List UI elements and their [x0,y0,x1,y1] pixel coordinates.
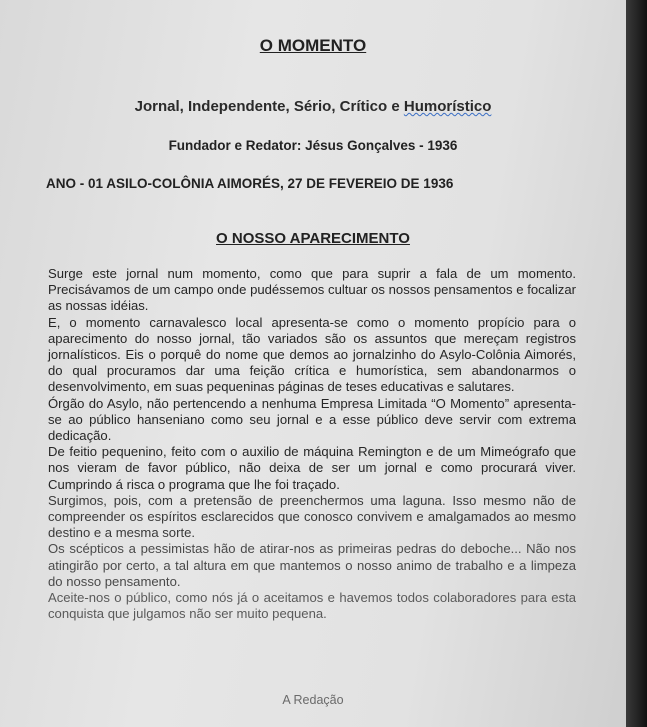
article-paragraph: Órgão do Asylo, não pertencendo a nenhuma Empresa Limitada “O Momento” apresenta-se ao público hanseniano como seu jornal e a esse público deve servir com extrema dedicação. [48,395,576,444]
subtitle-underlined-word: Humorístico [403,98,492,115]
article-heading: O NOSSO APARECIMENTO [216,230,410,247]
article-paragraph: E, o momento carnavalesco local apresenta-se como o momento propício para o aparecimento do nosso jornal, tão variados são os assuntos que mereçam registros jornalísticos. Eis o porquê do nome que demos ao jornalzinho do Asylo-Colônia Aimorés, do qual procuramos dar uma feição crítica e humorística, sem abandonarmos o desenvolvimento, em suas pequeninas páginas de teses educativas e salutares. [48,314,576,395]
page-edge-shadow [626,0,647,727]
issue-number: ANO - 01 [46,176,104,191]
article-paragraph: Aceite-nos o público, como nós já o aceitamos e havemos todos colaboradores para esta conquista que julgamos não ser muito pequena. [48,590,576,622]
newspaper-subtitle [0,98,626,115]
subtitle-text: Jornal, Independente, Sério, Crítico e [134,98,404,115]
issue-place-date: ASILO-COLÔNIA AIMORÉS, 27 DE FEVEREIO DE 1936 [103,176,454,191]
article-body [48,266,576,622]
founder-line: Fundador e Redator: Jésus Gonçalves - 1936 [168,138,458,153]
article-paragraph: Surge este jornal num momento, como que para suprir a fala de um momento. Precisávamos de um campo onde pudéssemos cultuar os nossos pensamentos e focalizar as nossas idéias. [48,266,576,314]
article-paragraph: Surgimos, pois, com a pretensão de preenchermos uma laguna. Isso mesmo não de compreender os espíritos esclarecidos que conosco convivem e amalgamados ao mesmo destino e a mesma sorte. [48,492,576,541]
article-paragraph: De feitio pequenino, feito com o auxilio de máquina Remington e de um Mimeógrafo que nos vieram de favor público, não deixa de ser um jornal e como procurará viver. Cumprindo á risca o programa que lhe foi traçado. [48,444,576,492]
article-paragraph: Os scépticos a pessimistas hão de atirar-nos as primeiras pedras do deboche... Não nos atingirão por certo, a tal altura em que mantemos o nosso animo de trabalho e a limpeza do nosso pensamento. [48,541,576,589]
newspaper-title: O MOMENTO [259,36,367,55]
issue-date-line [46,176,606,191]
article-signature: A Redação [282,693,344,707]
